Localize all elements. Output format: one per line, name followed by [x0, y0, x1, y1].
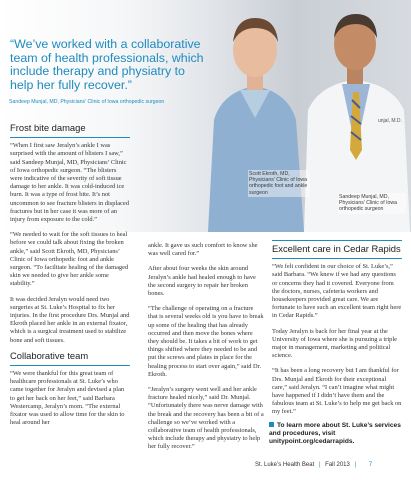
paragraph: “When I first saw Jeralyn’s ankle I was surprised with the amount of blisters I saw,” said Sandeep Munjal, MD, Physicians’ Clinic of Iowa orthopedic surgeon. “The blisters were indicative of the severity of soft tissue damage to her ankle. It was cold-induced ice burn. It was a type of frost bite. It’s not uncommon to see fracture blisters in displaced fractures but in her case it was more of an injury from exposure to the cold.” — [10, 142, 129, 224]
svg-text:unjal, M.D.: unjal, M.D. — [378, 118, 402, 124]
paragraph: After about four weeks the skin around Jeralyn’s ankle had healed enough to have the second surgery to repair her broken bones. — [148, 265, 256, 298]
footer-publication: St. Luke’s Health Beat — [255, 462, 315, 468]
paragraph: “The challenge of operating on a fracture that is several weeks old is you have to break up some of the healing that has already occurred and then move the bones where they should be. It takes a bit of work to get things shifted where they needed to be and put the screws and plates in place for the healing process to start over again,” said Dr. Ekroth. — [148, 305, 264, 378]
paragraph: Today Jeralyn is back for her final year at the University of Iowa where she is pursuing a triple major in management, marketing and political science. — [272, 327, 397, 360]
heading-rule — [10, 137, 130, 138]
caption-munjal: Sandeep Munjal, MD, Physicians’ Clinic of Iowa orthopedic surgeon — [338, 193, 406, 214]
paragraph: It was decided Jeralyn would need two surgeries at St. Luke’s Hospital to fix her injuries. In the first procedure Drs. Munjal and Ekroth placed her ankle in an external fixator, which is a surgical treatment used to stabilize bone and soft tissues. — [10, 295, 130, 344]
photo-dr-ekroth — [200, 0, 310, 232]
column-2 — [148, 242, 264, 459]
pull-quote-attribution: Sandeep Munjal, MD, Physicians’ Clinic of Iowa orthopedic surgeon — [9, 99, 165, 105]
pull-quote — [10, 38, 206, 92]
pull-quote-text: “We’ve worked with a collaborative team of health professionals, which include therapy and physiatry to help her fully recover.” — [10, 37, 204, 92]
footer-separator: | — [318, 462, 321, 468]
square-bullet-icon — [269, 422, 274, 427]
paragraph: “We were thankful for this great team of healthcare professionals at St. Luke’s who came together for Jeralyn and devised a plan to get her back on her feet,” said Barbara Westercamp, Jeralyn’s mom. “The external fixator was used to allow time for the skin to heal around her — [10, 370, 125, 427]
footer-issue: Fall 2013 — [325, 462, 350, 468]
column-1 — [10, 124, 130, 435]
heading-rule — [272, 258, 402, 259]
paragraph: ankle. It gave us such comfort to know she was well cared for.” — [148, 242, 258, 258]
paragraph: “Jeralyn’s surgery went well and her ankle fracture healed nicely,” said Dr. Munjal. “Unfortunately there was nerve damage with the break and the recovery has been a bit of a challenge so we’ve worked with a collaborative team of health professionals, which include therapy and physiatry to help her fully recover.” — [148, 386, 264, 451]
column-top-rule — [272, 240, 402, 241]
page-number: 7 — [368, 462, 373, 468]
callout-text: To learn more about St. Luke’s services and procedures, visit unitypoint.org/cedarrapids. — [269, 422, 401, 445]
paragraph: “We needed to wait for the soft tissues to heal before we could talk about fixing the broken ankle,” said Scott Ekroth, MD, Physicians’ Clinic of Iowa orthopedic foot and ankle surgeon. “To facilitate healing of the damaged skin we needed to give her ankle some stability.” — [10, 231, 129, 288]
caption-ekroth: Scott Ekroth, MD, Physicians’ Clinic of Iowa orthopedic foot and ankle surgeon — [248, 170, 310, 197]
column-3 — [272, 240, 402, 424]
paragraph: “We felt confident in our choice of St. Luke’s,” said Barbara. “We knew if we had any questions or concerns they had it covered. Everyone from the doctors, nurses, cafeteria workers and housekeepers provided great care. We are fortunate to have such an excellent team right here in Cedar Rapids.” — [272, 263, 402, 320]
learn-more-callout — [269, 422, 401, 446]
heading-frost-bite: Frost bite damage — [10, 122, 86, 133]
heading-collaborative-team: Collaborative team — [10, 349, 89, 361]
heading-excellent-care: Excellent care in Cedar Rapids — [272, 243, 401, 254]
paragraph: “It has been a long recovery but I am thankful for Drs. Munjal and Ekroth for their exceptional care,” said Jeralyn. “I can’t imagine what might have happened if I didn’t have them and the fabulous team at St. Luke’s to help me get back on my feet.” — [272, 367, 402, 416]
page-footer — [255, 462, 372, 468]
heading-rule — [10, 365, 130, 366]
footer-separator: | — [354, 462, 357, 468]
